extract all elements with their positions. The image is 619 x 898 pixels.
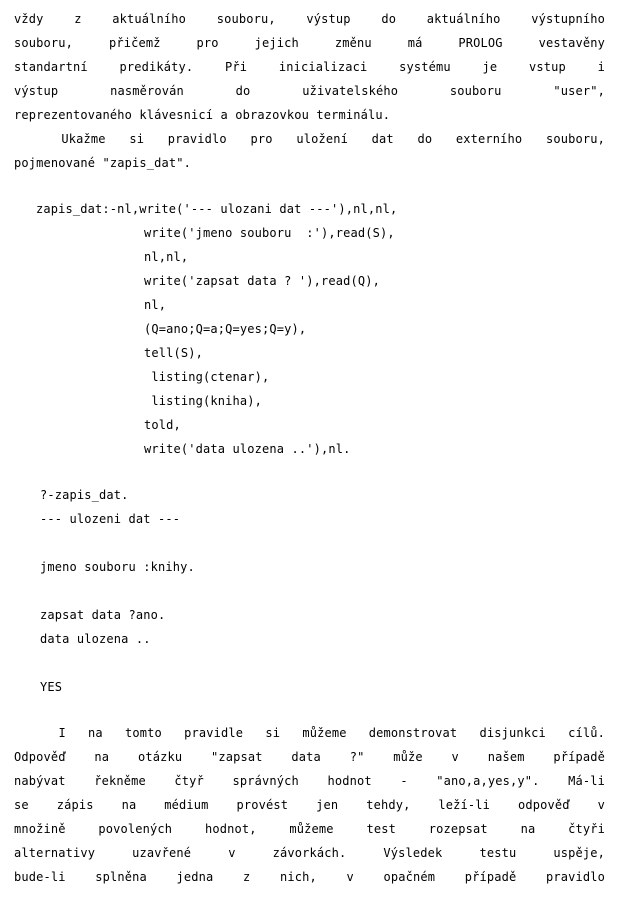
session-line: jmeno souboru :knihy. [40, 560, 195, 574]
code-line: write('zapsat data ? '),read(Q), [144, 274, 380, 288]
code-line: write('data ulozena ..'),nl. [144, 442, 351, 456]
code-line: zapis_dat:-nl,write('--- ulozani dat ---'),nl,nl, [36, 202, 398, 216]
text-line: Ukažme si pravidlo pro uložení dat do externího souboru, [14, 132, 605, 146]
session-line: data ulozena .. [40, 632, 151, 646]
code-line: nl, [144, 298, 167, 312]
text-line: bude-li splněna jedna z nich, v opačném případě pravidlo [14, 870, 605, 884]
text-line: Odpověď na otázku "zapsat data ?" může v našem případě [14, 750, 605, 764]
text-line: množině povolených hodnot, můžeme test rozepsat na čtyři [14, 822, 605, 836]
text-line: alternativy uzavřené v závorkách. Výsledek testu uspěje, [14, 846, 605, 860]
text-line: standartní predikáty. Při inicializaci systému je vstup i [14, 60, 605, 74]
session-line: zapsat data ?ano. [40, 608, 166, 622]
code-line: listing(ctenar), [144, 370, 270, 384]
code-line: tell(S), [144, 346, 203, 360]
code-line: told, [144, 418, 181, 432]
text-line: nabývat řekněme čtyř správných hodnot - "ano,a,yes,y". Má-li [14, 774, 605, 788]
code-line: listing(kniha), [144, 394, 262, 408]
text-line: pojmenované "zapis_dat". [14, 156, 191, 170]
code-line: nl,nl, [144, 250, 189, 264]
text-line: výstup nasměrován do uživatelského souboru "user", [14, 84, 605, 98]
text-line: vždy z aktuálního souboru, výstup do aktuálního výstupního [14, 12, 605, 26]
text-line: reprezentovaného klávesnicí a obrazovkou terminálu. [14, 108, 391, 122]
text-line: I na tomto pravidle si můžeme demonstrovat disjunkci cílů. [14, 726, 605, 740]
text-line: souboru, přičemž pro jejich změnu má PROLOG vestavěny [14, 36, 605, 50]
code-line: (Q=ano;Q=a;Q=yes;Q=y), [144, 322, 307, 336]
code-line: write('jmeno souboru :'),read(S), [144, 226, 395, 240]
session-line: --- ulozeni dat --- [40, 512, 181, 526]
session-line: YES [40, 680, 63, 694]
session-line: ?-zapis_dat. [40, 488, 129, 502]
text-line: se zápis na médium provést jen tehdy, leží-li odpověď v [14, 798, 605, 812]
